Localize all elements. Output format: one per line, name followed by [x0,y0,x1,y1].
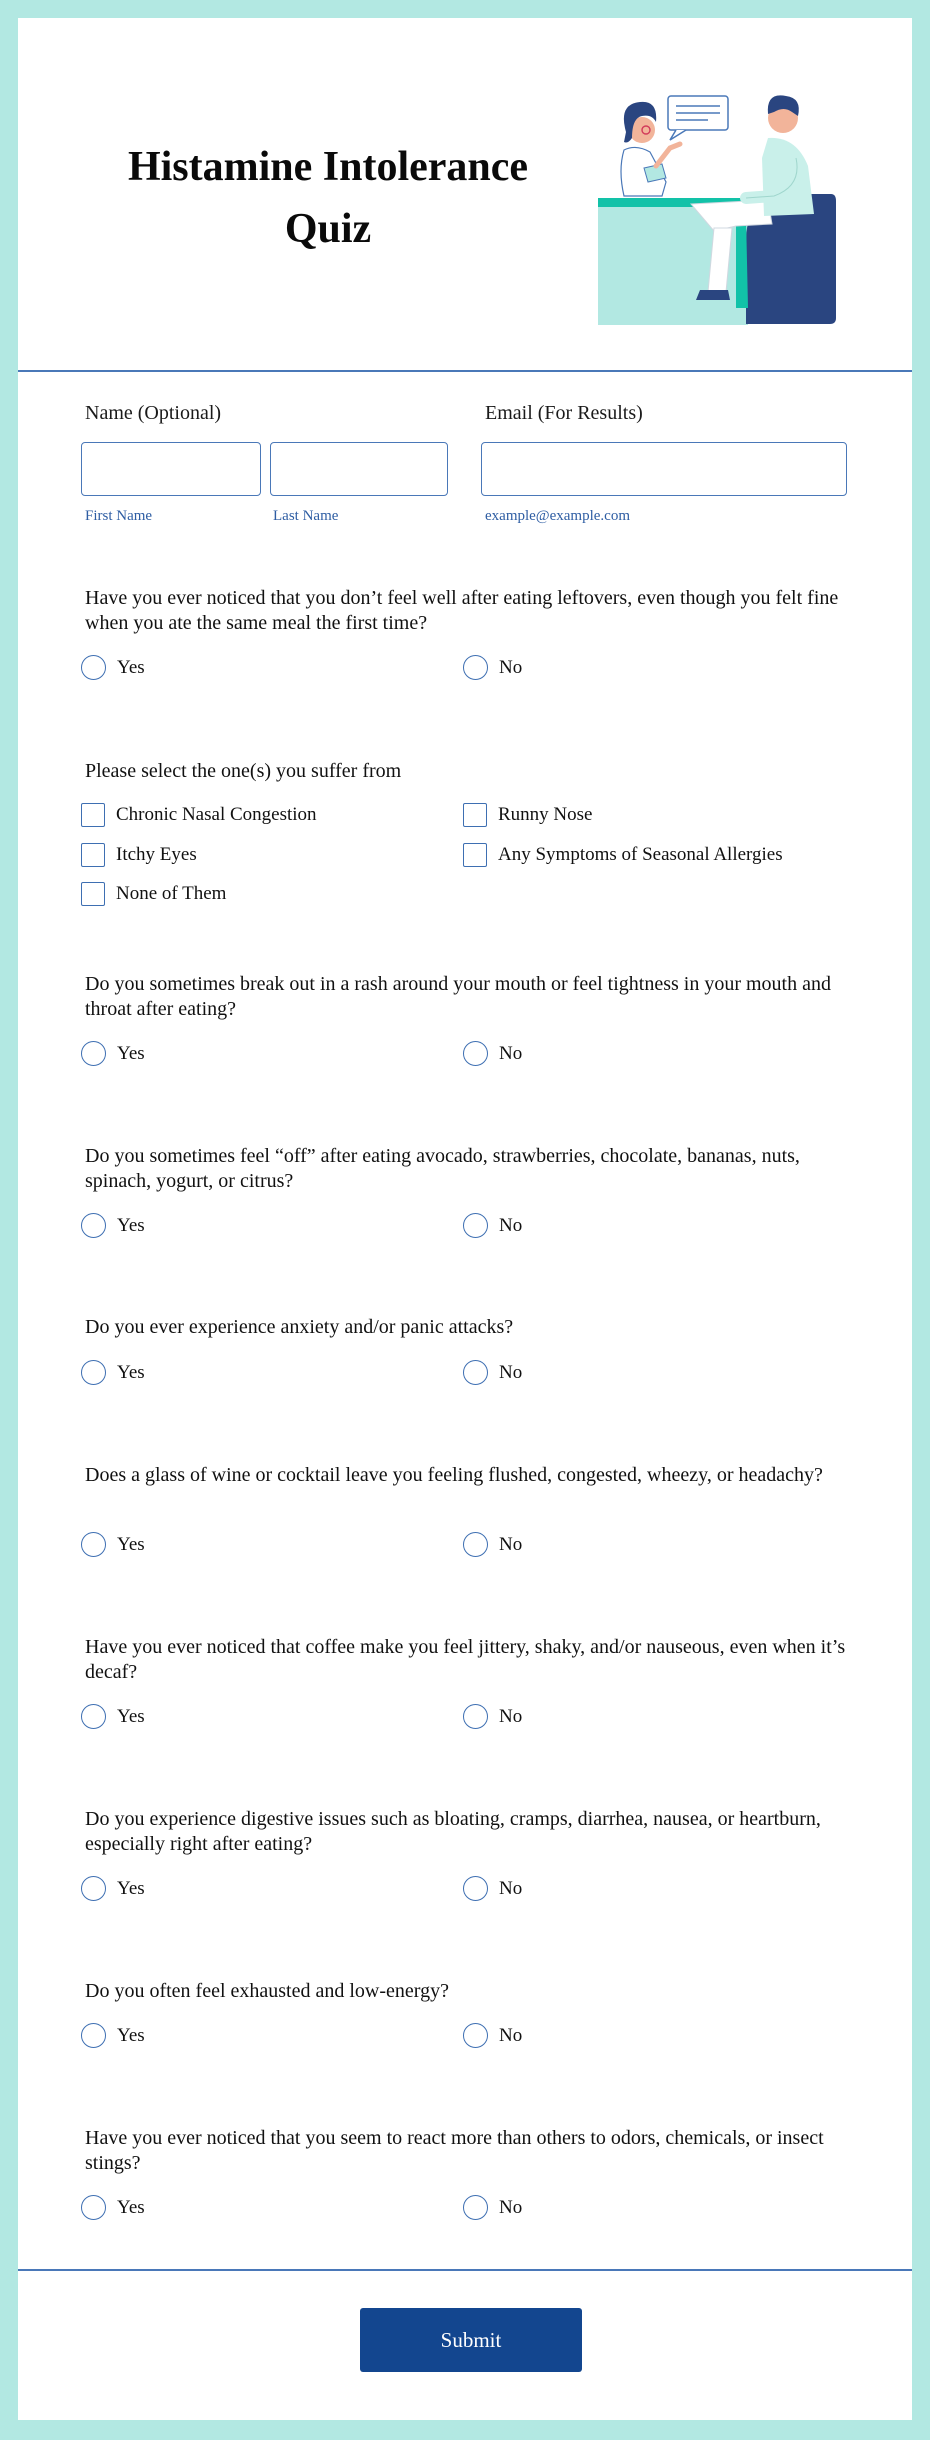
option-label: Runny Nose [498,804,593,825]
question-9-yes-option[interactable] [81,2023,145,2048]
radio-button[interactable] [81,1213,106,1238]
first-name-input[interactable] [81,442,261,496]
option-label: Yes [117,1877,145,1899]
question-10-text: Have you ever noticed that you seem to react more than others to odors, chemicals, or insect stings? [85,2127,824,2174]
chronic-nasal-congestion-option[interactable] [81,803,317,827]
question-7-no-option[interactable] [463,1704,522,1729]
question-5-no-option[interactable] [463,1360,522,1385]
radio-button[interactable] [81,1041,106,1066]
radio-button[interactable] [463,1876,488,1901]
email-label: Email (For Results) [485,402,643,424]
none-of-them-option[interactable] [81,882,226,906]
option-label: No [499,656,523,678]
question-1-no-option[interactable] [463,655,522,680]
option-label: No [499,1705,523,1727]
question-8-yes-option[interactable] [81,1876,145,1901]
option-label: Yes [117,2024,145,2046]
option-label: No [499,1214,523,1236]
question-1-yes-option[interactable] [81,655,145,680]
option-label: No [499,1042,523,1064]
checkbox[interactable] [81,843,105,867]
option-label: Yes [117,656,145,678]
last-name-input[interactable] [270,442,448,496]
question-6-yes-option[interactable] [81,1532,145,1557]
radio-button[interactable] [81,1704,106,1729]
option-label: Yes [117,1214,145,1236]
question-4-yes-option[interactable] [81,1213,145,1238]
radio-button[interactable] [81,1360,106,1385]
title-line-2: Quiz [284,206,372,252]
checkbox[interactable] [81,803,105,827]
question-3-no-option[interactable] [463,1041,522,1066]
last-name-sublabel: Last Name [273,508,339,524]
question-7-text: Have you ever noticed that coffee make you feel jittery, shaky, and/or nauseous, even when it’s decaf? [85,1636,846,1683]
question-8-no-option[interactable] [463,1876,522,1901]
question-6-text: Does a glass of wine or cocktail leave you feeling flushed, congested, wheezy, or headachy? [85,1464,823,1486]
option-label: No [499,1361,523,1383]
radio-button[interactable] [81,1532,106,1557]
radio-button[interactable] [463,2023,488,2048]
question-8-text: Do you experience digestive issues such as bloating, cramps, diarrhea, nausea, or heartburn, especially right after eating? [85,1808,821,1855]
checkbox[interactable] [81,882,105,906]
radio-button[interactable] [81,2195,106,2220]
question-2-text: Please select the one(s) you suffer from [85,760,402,782]
radio-button[interactable] [463,655,488,680]
title-line-1: Histamine Intolerance [127,144,529,190]
doctor-consultation-illustration [596,86,846,326]
checkbox[interactable] [463,803,487,827]
page-title [108,136,548,260]
question-4-no-option[interactable] [463,1213,522,1238]
option-label: Itchy Eyes [116,844,197,865]
radio-button[interactable] [463,1213,488,1238]
option-label: Yes [117,2196,145,2218]
option-label: No [499,2196,523,2218]
radio-button[interactable] [81,655,106,680]
option-label: No [499,1533,523,1555]
question-10-yes-option[interactable] [81,2195,145,2220]
option-label: None of Them [116,883,227,904]
seasonal-allergies-option[interactable] [463,843,783,867]
option-label: Chronic Nasal Congestion [116,804,317,825]
option-label: Yes [117,1705,145,1727]
form-header [18,18,912,372]
radio-button[interactable] [81,1876,106,1901]
question-6-no-option[interactable] [463,1532,522,1557]
question-5-yes-option[interactable] [81,1360,145,1385]
itchy-eyes-option[interactable] [81,843,197,867]
question-3-yes-option[interactable] [81,1041,145,1066]
runny-nose-option[interactable] [463,803,592,827]
option-label: Yes [117,1042,145,1064]
name-label: Name (Optional) [85,402,222,424]
first-name-sublabel: First Name [85,508,153,524]
option-label: Any Symptoms of Seasonal Allergies [498,844,783,865]
question-9-no-option[interactable] [463,2023,522,2048]
question-1-text: Have you ever noticed that you don’t feel well after eating leftovers, even though you felt fine when you ate the same meal the first time? [85,587,839,634]
question-3-text: Do you sometimes break out in a rash around your mouth or feel tightness in your mouth and throat after eating? [85,973,831,1020]
email-input[interactable] [481,442,847,496]
radio-button[interactable] [81,2023,106,2048]
question-9-text: Do you often feel exhausted and low-energy? [85,1980,449,2002]
quiz-form-card [18,18,912,2420]
option-label: No [499,1877,523,1899]
submit-button[interactable]: Submit [360,2308,582,2372]
option-label: No [499,2024,523,2046]
option-label: Yes [117,1361,145,1383]
header-divider [18,370,912,372]
radio-button[interactable] [463,1041,488,1066]
radio-button[interactable] [463,1704,488,1729]
option-label: Yes [117,1533,145,1555]
email-sublabel: example@example.com [485,508,631,524]
radio-button[interactable] [463,2195,488,2220]
footer-divider [18,2269,912,2271]
question-7-yes-option[interactable] [81,1704,145,1729]
radio-button[interactable] [463,1532,488,1557]
question-10-no-option[interactable] [463,2195,522,2220]
question-4-text: Do you sometimes feel “off” after eating avocado, strawberries, chocolate, bananas, nuts, spinach, yogurt, or citrus? [85,1145,800,1192]
question-5-text: Do you ever experience anxiety and/or panic attacks? [85,1316,514,1338]
checkbox[interactable] [463,843,487,867]
radio-button[interactable] [463,1360,488,1385]
